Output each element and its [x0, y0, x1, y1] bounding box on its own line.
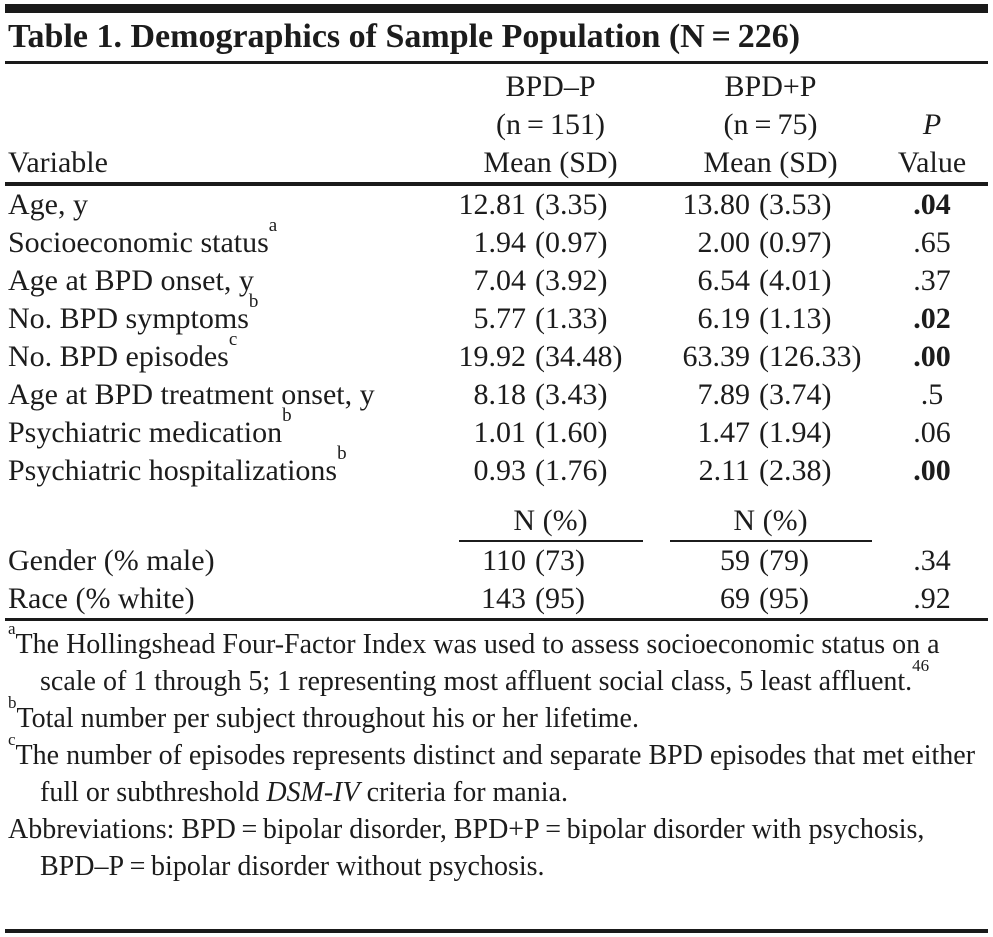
footnote-a: $^a$The Hollingshead Four-Factor Index was used to assess socioeconomic status on a scale of 1 through 5; 1 representing most affluent social class, 5 least affluent.$^{46}$: [8, 618, 940, 697]
column-header-group1-stat: Mean (SD): [483, 146, 618, 179]
column-header-p: P: [922, 108, 942, 141]
table-row: [5, 405, 988, 452]
variable-cell: Age at BPD treatment onset, y: [8, 378, 375, 411]
column-headers: [5, 64, 988, 182]
group1-mean-sd-cell: 12.81 (3.35): [458, 188, 608, 221]
p-value-cell: .02: [913, 302, 951, 335]
dsm-iv-italic: DSM-IV: [266, 777, 360, 808]
variable-cell: No. BPD episodes$^c$: [8, 329, 238, 373]
column-header-group2-name: BPD+P: [724, 70, 817, 103]
p-value-cell: .92: [913, 582, 951, 615]
table-row: [5, 329, 988, 376]
group2-n-pct-cell: 59 (79): [720, 544, 809, 577]
footnote-c: $^c$The number of episodes represents distinct and separate BPD episodes that met either full or subthreshold DSM-IV criteria for mania.: [8, 729, 976, 808]
group1-n-pct-header: N (%): [459, 504, 643, 542]
footnote-marker: b: [248, 291, 259, 312]
group2-n-pct-header: N (%): [670, 504, 872, 542]
variable-cell: Psychiatric hospitalizations$^b$: [8, 443, 347, 487]
column-header-group1-n: (n = 151): [496, 108, 605, 141]
group1-n-pct-cell: 110 (73): [482, 544, 585, 577]
count-subheader: [5, 490, 988, 542]
p-value-cell: .37: [913, 264, 951, 297]
group1-mean-sd-cell: 8.18 (3.43): [473, 378, 608, 411]
table-row: [5, 262, 988, 300]
variable-cell: No. BPD symptoms$^b$: [8, 291, 259, 335]
footnote-marker: b: [282, 405, 292, 426]
group2-mean-sd-cell: 6.54 (4.01): [697, 264, 832, 297]
group2-mean-sd-cell: 2.00 (0.97): [697, 226, 832, 259]
footnote-marker: c: [228, 329, 238, 350]
variable-cell: Socioeconomic status$^a$: [8, 215, 278, 259]
variable-cell: Race (% white): [8, 582, 195, 615]
variable-cell: Psychiatric medication$^b$: [8, 405, 292, 449]
table-row: [5, 215, 988, 262]
reference-superscript: 46: [912, 655, 930, 675]
column-header-group1-name: BPD–P: [505, 70, 596, 103]
group1-mean-sd-cell: 19.92 (34.48): [458, 340, 623, 373]
group2-mean-sd-cell: 13.80 (3.53): [682, 188, 832, 221]
footnote-b: $^b$Total number per subject throughout his or her lifetime.: [8, 692, 639, 734]
p-value-cell: .00: [913, 340, 951, 373]
group1-mean-sd-cell: 1.94 (0.97): [473, 226, 608, 259]
p-value-cell: .06: [913, 416, 951, 449]
group1-mean-sd-cell: 1.01 (1.60): [473, 416, 608, 449]
table-row: [5, 542, 988, 580]
group2-mean-sd-cell: 6.19 (1.13): [697, 302, 832, 335]
table-row: [5, 376, 988, 414]
top-rule: [5, 4, 988, 13]
variable-cell: Age at BPD onset, y: [8, 264, 254, 297]
footnote-marker: a: [268, 215, 278, 236]
variable-cell: Gender (% male): [8, 544, 215, 577]
bottom-rule: [5, 929, 988, 933]
variable-cell: Age, y: [8, 188, 88, 221]
group1-mean-sd-cell: 5.77 (1.33): [473, 302, 608, 335]
group2-mean-sd-cell: 1.47 (1.94): [697, 416, 832, 449]
group2-mean-sd-cell: 2.11 (2.38): [698, 454, 832, 487]
table-row: [5, 291, 988, 338]
group2-n-pct-cell: 69 (95): [720, 582, 809, 615]
group1-mean-sd-cell: 0.93 (1.76): [473, 454, 608, 487]
group2-mean-sd-cell: 63.39 (126.33): [682, 340, 862, 373]
column-header-group2-n: (n = 75): [723, 108, 818, 141]
table-title: Table 1. Demographics of Sample Population (N = 226): [8, 18, 801, 55]
footnote-marker: b: [337, 443, 347, 464]
p-value-cell: .04: [913, 188, 951, 221]
p-value-cell: .5: [920, 378, 944, 411]
table-row: [5, 443, 988, 490]
p-value-cell: .34: [913, 544, 951, 577]
column-header-group2-stat: Mean (SD): [703, 146, 838, 179]
table-row: [5, 186, 988, 224]
group1-mean-sd-cell: 7.04 (3.92): [473, 264, 608, 297]
group1-n-pct-cell: 143 (95): [481, 582, 585, 615]
p-value-cell: .00: [913, 454, 951, 487]
footnotes: [5, 618, 988, 885]
abbreviations-note: Abbreviations: BPD = bipolar disorder, BPD+P = bipolar disorder with psychosis, BPD–P = bipolar disorder without psychosis.: [8, 814, 925, 882]
column-header-p-value: Value: [897, 146, 967, 179]
column-header-variable: Variable: [8, 146, 108, 179]
p-value-cell: .65: [913, 226, 951, 259]
group2-mean-sd-cell: 7.89 (3.74): [697, 378, 832, 411]
table-row: [5, 580, 988, 618]
